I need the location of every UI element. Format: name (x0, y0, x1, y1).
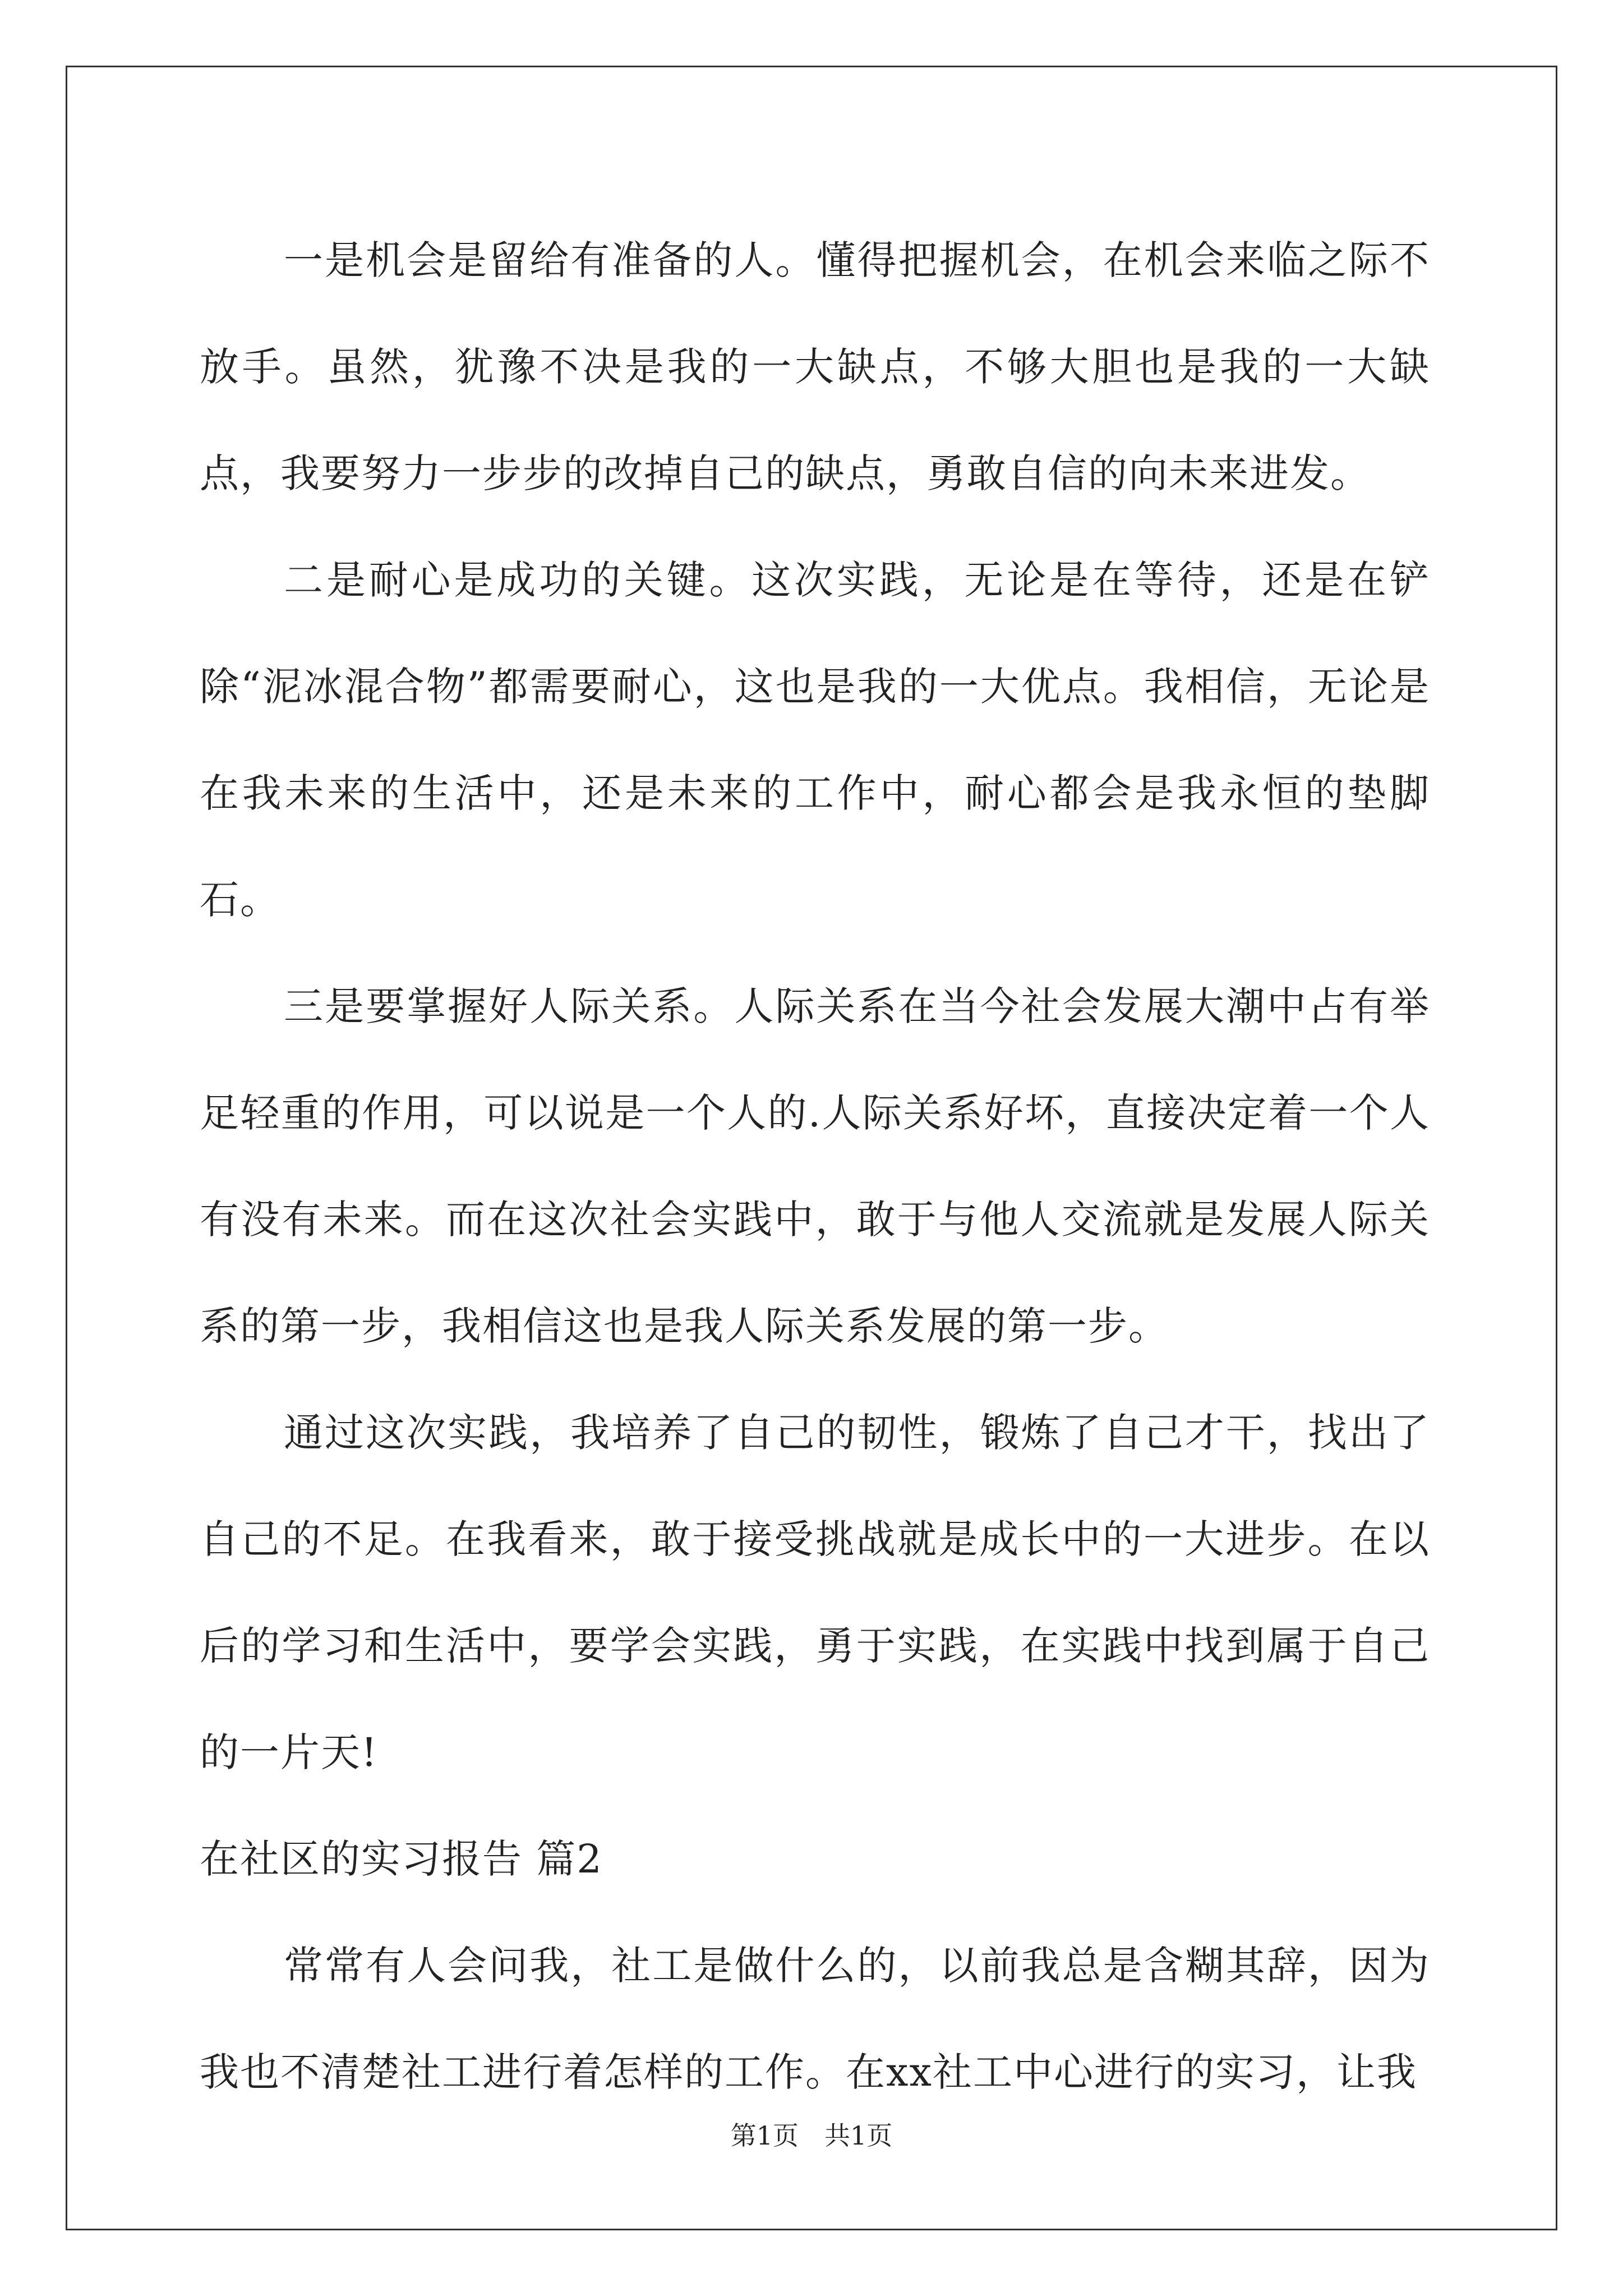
paragraph-2: 二是耐心是成功的关键。这次实践，无论是在等待，还是在铲除“泥冰混合物”都需要耐心，这也是我的一大优点。我相信，无论是在我未来的生活中，还是未来的工作中，耐心都会是我永恒的垫脚石。 (200, 557, 1430, 923)
section-paragraph: 常常有人会问我，社工是做什么的，以前我总是含糊其辞，因为我也不清楚社工进行着怎样的工作。在xx社工中心进行的实习，让我 (200, 1943, 1430, 2095)
section-heading: 在社区的实习报告 篇2 (200, 1836, 603, 1882)
document-body (200, 207, 1430, 2125)
paragraph-1: 一是机会是留给有准备的人。懂得把握机会，在机会来临之际不放手。虽然，犹豫不决是我的一大缺点，不够大胆也是我的一大缺点，我要努力一步步的改掉自己的缺点，勇敢自信的向未来进发。 (200, 237, 1430, 496)
paragraph-3: 三是要掌握好人际关系。人际关系在当今社会发展大潮中占有举足轻重的作用，可以说是一个人的.人际关系好坏，直接决定着一个人有没有未来。而在这次社会实践中，敢于与他人交流就是发展人际关系的第一步，我相信这也是我人际关系发展的第一步。 (200, 983, 1430, 1349)
paragraph-4: 通过这次实践，我培养了自己的韧性，锻炼了自己才干，找出了自己的不足。在我看来，敢于接受挑战就是成长中的一大进步。在以后的学习和生活中，要学会实践，勇于实践，在实践中找到属于自己的一片天! (200, 1410, 1430, 1775)
page-footer: 第1页 共1页 (730, 2120, 893, 2151)
